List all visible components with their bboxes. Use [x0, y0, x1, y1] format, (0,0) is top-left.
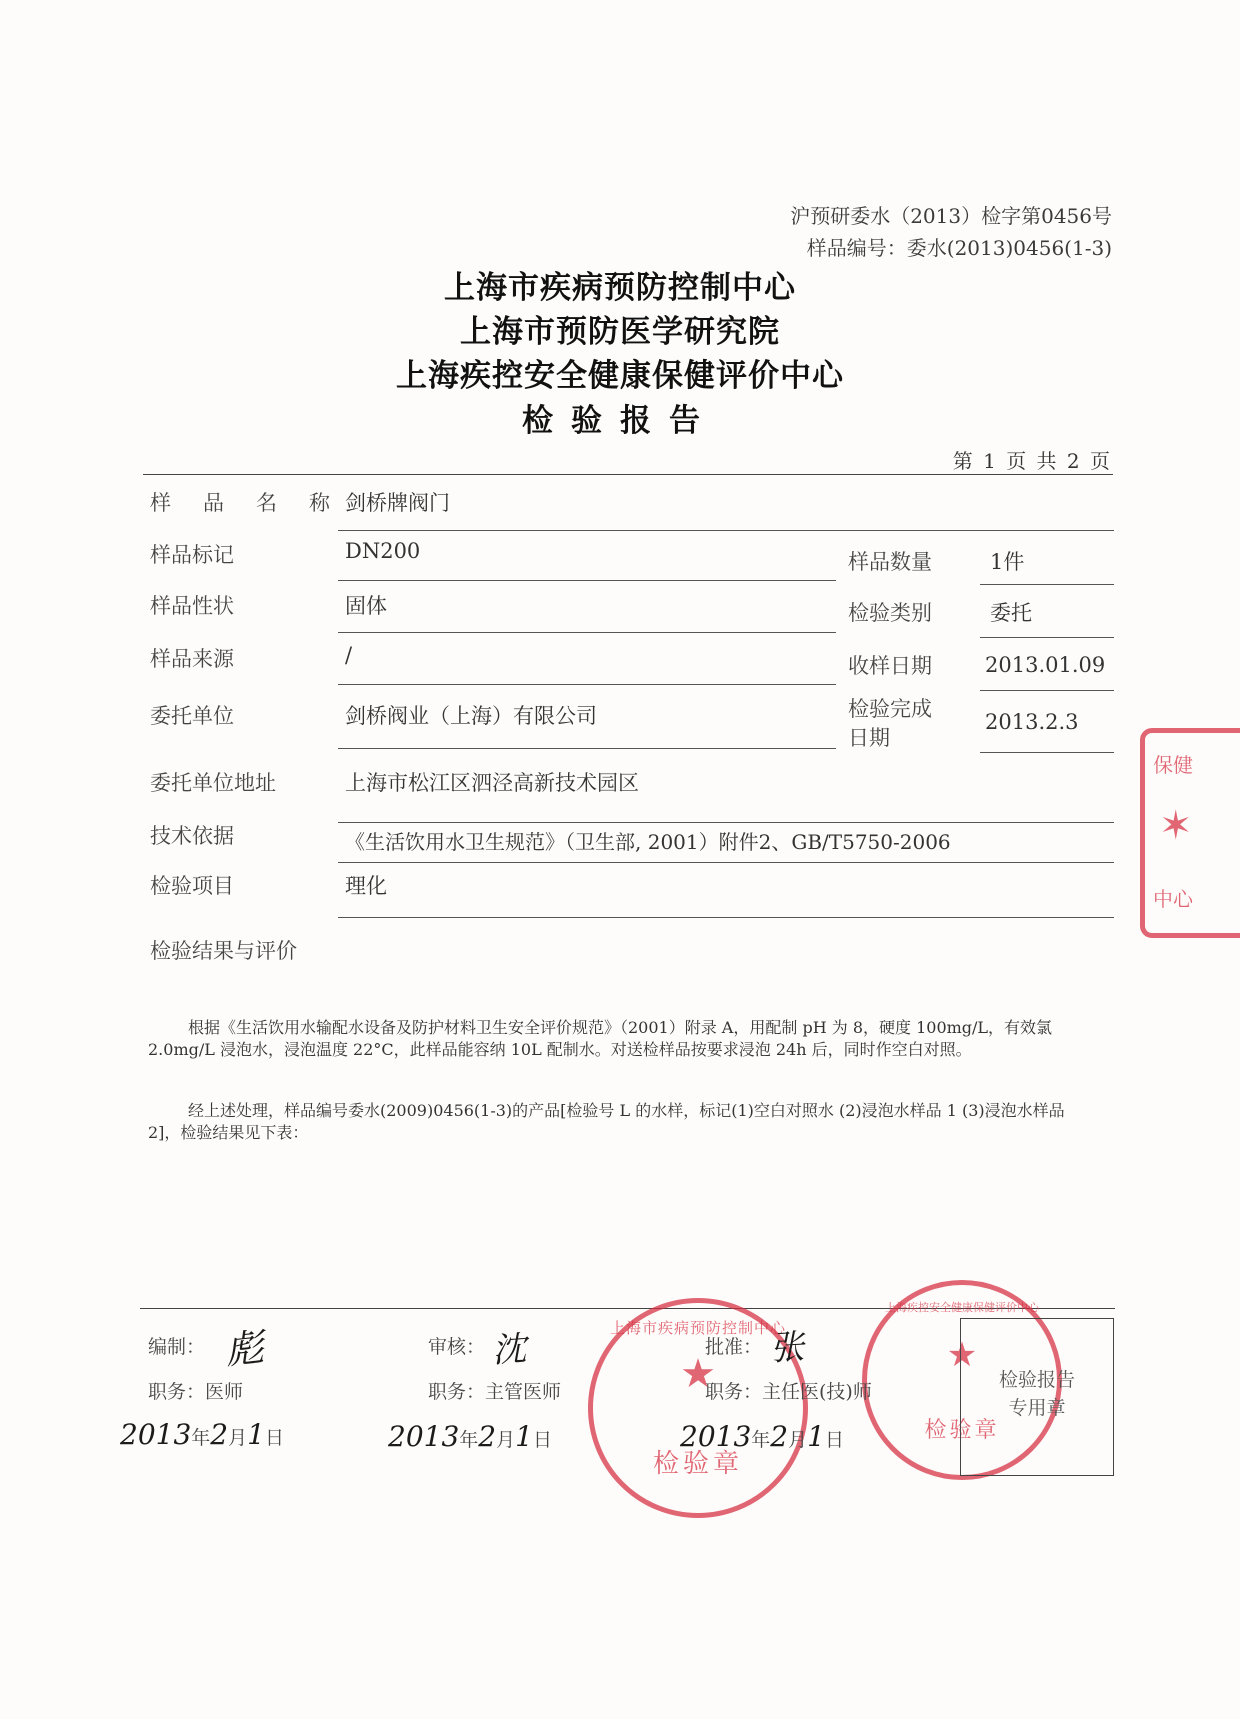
row-rule — [980, 752, 1114, 753]
row-rule — [338, 862, 1114, 863]
report-special-stamp — [960, 1318, 1114, 1476]
row-rule — [980, 690, 1114, 691]
box-stamp-line-1: 检验报告 — [998, 1369, 1075, 1391]
compiler-title: 职务：医师 — [148, 1381, 244, 1403]
compiler-label: 编制： — [148, 1336, 206, 1358]
main-seal-bottom-text: 检验章 — [652, 1449, 743, 1479]
basis-value: 《生活饮用水卫生规范》（卫生部, 2001）附件2、GB/T5750-2006 — [345, 830, 951, 854]
side-seal-fragment — [1140, 728, 1240, 938]
sample-id: 样品编号：委水(2013)0456(1-3) — [806, 236, 1112, 260]
results-heading: 检验结果与评价 — [150, 939, 297, 963]
reviewer-signature: 沈 — [490, 1328, 528, 1372]
org-title-2: 上海市预防医学研究院 — [460, 314, 780, 350]
sample-source-value: / — [345, 643, 353, 667]
sample-name-value: 剑桥牌阀门 — [345, 491, 450, 515]
approver-date: 2013年2月1日 — [680, 1420, 844, 1453]
approver-signature: 张 — [769, 1327, 806, 1369]
form-top-rule — [143, 474, 1113, 475]
sample-qty-value: 1件 — [990, 550, 1025, 574]
complete-date-value: 2013.2.3 — [985, 710, 1079, 734]
row-rule — [980, 637, 1114, 638]
compiler-date: 2013年2月1日 — [120, 1418, 284, 1451]
client-value: 剑桥阀业（上海）有限公司 — [345, 704, 597, 728]
org-title-3: 上海疾控安全健康保健评价中心 — [396, 358, 844, 394]
reviewer-label: 审核： — [428, 1336, 486, 1358]
side-seal-text-2: 中心 — [1153, 887, 1193, 911]
sample-qty-label: 样品数量 — [848, 550, 932, 574]
row-rule — [338, 684, 836, 685]
receive-date-value: 2013.01.09 — [985, 653, 1106, 677]
results-paragraph-1: 根据《生活饮用水输配水设备及防护材料卫生安全评价规范》（2001）附录 A，用配制 pH 为 8，硬度 100mg/L，有效氯 2.0mg/L 浸泡水，浸泡温度 22°C，此样品能容纳 10L 配制水。对送检样品按要求浸泡 24h 后，同时作空白对照。 — [148, 1018, 1053, 1059]
client-label: 委托单位 — [150, 704, 234, 728]
client-address-value: 上海市松江区泗泾高新技术园区 — [345, 771, 639, 795]
test-items-value: 理化 — [345, 874, 387, 898]
sample-name-label: 样 品 名 称 — [150, 491, 330, 515]
side-seal-border — [1140, 728, 1240, 938]
row-rule — [338, 530, 1114, 531]
row-rule — [338, 748, 836, 749]
compiler-signature: 彪 — [223, 1325, 266, 1373]
star-icon: ★ — [680, 1351, 716, 1397]
box-stamp-line-2: 专用章 — [1008, 1397, 1066, 1419]
sample-source-label: 样品来源 — [150, 647, 234, 671]
results-paragraph-2: 经上述处理，样品编号委水(2009)0456(1-3)的产品[检验号 L 的水样，标记(1)空白对照水 (2)浸泡水样品 1 (3)浸泡水样品 2]，检验结果见下表： — [148, 1101, 1065, 1142]
document-number: 沪预研委水（2013）检字第0456号 — [790, 204, 1112, 228]
test-type-label: 检验类别 — [848, 601, 932, 625]
approver-title: 职务：主任医(技)师 — [705, 1381, 872, 1403]
row-rule — [338, 632, 836, 633]
star-icon: ★ — [946, 1335, 978, 1375]
row-rule — [338, 580, 836, 581]
page-indicator: 第 1 页 共 2 页 — [952, 449, 1112, 473]
basis-label: 技术依据 — [150, 824, 234, 848]
test-items-label: 检验项目 — [150, 874, 234, 898]
complete-date-label-1: 检验完成 — [848, 697, 932, 721]
test-type-value: 委托 — [990, 601, 1032, 625]
reviewer-title: 职务：主管医师 — [428, 1381, 562, 1403]
report-title: 检验报告 — [522, 403, 718, 439]
second-seal-bottom-text: 检验章 — [924, 1418, 1000, 1443]
row-rule — [338, 822, 1114, 823]
row-rule — [980, 584, 1114, 585]
sample-mark-label: 样品标记 — [150, 543, 234, 567]
complete-date-label-2: 日期 — [848, 726, 890, 750]
star-icon: ✶ — [1159, 803, 1193, 849]
client-address-label: 委托单位地址 — [150, 771, 276, 795]
row-rule — [338, 917, 1114, 918]
org-title-1: 上海市疾病预防控制中心 — [444, 270, 796, 306]
second-seal-top-text: 上海疾控安全健康保健评价中心 — [885, 1301, 1039, 1314]
approver-label: 批准： — [705, 1336, 763, 1358]
receive-date-label: 收样日期 — [848, 654, 932, 678]
sample-state-label: 样品性状 — [150, 594, 234, 618]
sample-state-value: 固体 — [345, 594, 387, 618]
reviewer-date: 2013年2月1日 — [388, 1420, 552, 1453]
main-seal-top-text: 上海市疾病预防控制中心 — [609, 1319, 786, 1337]
sample-mark-value: DN200 — [345, 539, 421, 563]
side-seal-text-1: 保健 — [1153, 753, 1193, 777]
